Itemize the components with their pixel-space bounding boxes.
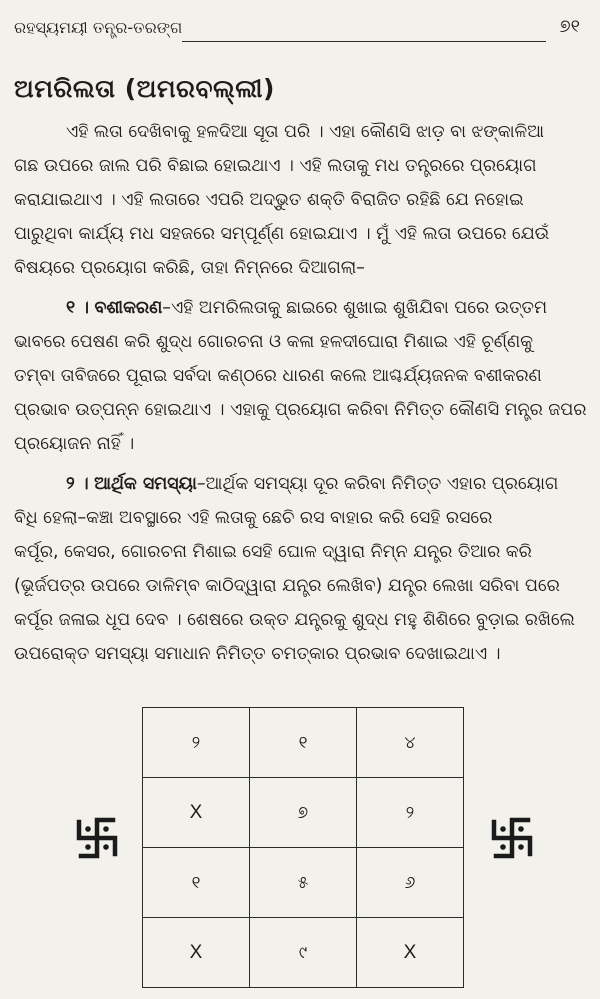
text-line: ଉପରୋକ୍ତ ସମସ୍ୟା ସମାଧାନ ନିମିତ୍ତ ଚମତ୍କାର ପ୍ରଭାବ ଦେଖାଇଥାଏ ।: [14, 644, 501, 664]
yantra-row: [143, 778, 464, 848]
text-line: ତମ୍ବା ତାବିଜରେ ପୂରାଇ ସର୍ବଦା କଣ୍ଠରେ ଧାରଣ କଲେ ଆଶ୍ଚର୍ଯ୍ୟଜନକ ବଶୀକରଣ: [14, 366, 542, 386]
item-1-number: ୧ ।: [66, 298, 89, 318]
item-2-lead: –ଆର୍ଥିକ ସମସ୍ୟା ଦୂର କରିବା ନିମିତ୍ତ ଏହାର ପ୍ରୟୋଗ: [196, 474, 559, 494]
item-2-number: ୨ ।: [66, 474, 89, 494]
swastika-icon: [490, 816, 534, 860]
text-line: କରାଯାଇଥାଏ । ଏହି ଲତାରେ ଏପରି ଅଦ୍ଭୁତ ଶକ୍ତି ବିରାଜିତ ରହିଛି ଯେ ନହୋଇ: [14, 190, 524, 210]
yantra-row: [143, 848, 464, 918]
yantra-cell: ୨: [143, 708, 250, 778]
yantra-cell: ୯: [250, 918, 357, 988]
page-header: [14, 14, 584, 44]
item-2-title: ଆର୍ଥିକ ସମସ୍ୟା: [94, 474, 197, 494]
item-1-lead: –ଏହି ଅମରିଲତାକୁ ଛାଇରେ ଶୁଖାଇ ଶୁଖିଯିବା ପରେ ଉତ୍ତମ: [162, 298, 547, 318]
text-line: ଏହି ଲତା ଦେଖିବାକୁ ହଳଦିଆ ସୂତା ପରି । ଏହା କୌଣସି ଝାଡ଼ ବା ଝଙ୍କାଳିଆ: [66, 122, 544, 142]
page-number: ୭୧: [559, 16, 580, 37]
text-line: ଭାବରେ ପେଷଣ କରି ଶୁଦ୍ଧ ଗୋରଚନା ଓ କଳା ହଳଦୀଘୋରା ମିଶାଇ ଏହି ଚୂର୍ଣ୍ଣକୁ: [14, 332, 533, 352]
yantra-cell: ୫: [250, 848, 357, 918]
text-line: ବିଧି ହେଲା–କଞ୍ଚା ଅବସ୍ଥାରେ ଏହି ଲତାକୁ ଛେଚି ରସ ବାହାର କରି ସେହି ରସରେ: [14, 508, 493, 528]
text-line: ପାରୁଥିବା କାର୍ଯ୍ୟ ମଧ ସହଜରେ ସମ୍ପୂର୍ଣ୍ଣ ହୋଇଯାଏ । ମୁଁ ଏହି ଲତା ଉପରେ ଯେଉଁ: [14, 224, 550, 244]
yantra-grid: [142, 707, 464, 988]
yantra-cell: ୬: [357, 848, 464, 918]
running-title: ରହସ୍ୟମୟୀ ତନ୍ତ୍ର-ତରଙ୍ଗ: [14, 18, 183, 37]
text-line: (ଭୂର୍ଜପତ୍ର ଉପରେ ଡାଳିମ୍ବ କାଠିଦ୍ୱାରା ଯନ୍ତ୍ର ଲେଖିବ) ଯନ୍ତ୍ର ଲେଖା ସରିବା ପରେ: [14, 576, 560, 596]
header-rule: [182, 41, 546, 42]
yantra-cell: ୨: [357, 778, 464, 848]
yantra-row: [143, 918, 464, 988]
yantra-cell: ୪: [357, 708, 464, 778]
text-line: କର୍ପୂର ଜଳାଇ ଧୂପ ଦେବ । ଶେଷରେ ଉକ୍ତ ଯନ୍ତ୍ରକୁ ଶୁଦ୍ଧ ମହୁ ଶିଶିରେ ବୁଡ଼ାଇ ରଖିଲେ: [14, 610, 575, 630]
text-line: କର୍ପୂର, କେସର, ଗୋରଚନା ମିଶାଇ ସେହି ଘୋଳ ଦ୍ୱାରା ନିମ୍ନ ଯନ୍ତ୍ର ତିଆର କରି: [14, 542, 532, 562]
swastika-icon: [75, 816, 119, 860]
yantra-cell: X: [357, 918, 464, 988]
yantra-cell: X: [143, 918, 250, 988]
yantra-cell: ୧: [143, 848, 250, 918]
text-line: ପ୍ରଭାବ ଉତ୍ପନ୍ନ ହୋଇଥାଏ । ଏହାକୁ ପ୍ରୟୋଗ କରିବା ନିମିତ୍ତ କୌଣସି ମନ୍ତ୍ର ଜପର: [14, 400, 587, 420]
text-line: ପ୍ରୟୋଜନ ନାହିଁ ।: [14, 434, 135, 454]
text-line: ବିଷୟରେ ପ୍ରୟୋଗ କରିଛି, ତାହା ନିମ୍ନରେ ଦିଆଗଲା–: [14, 258, 365, 278]
item-2-first-line: [66, 474, 558, 494]
section-heading: ଅମରିଲତା (ଅମରବଲ୍ଲୀ): [14, 74, 275, 103]
yantra-cell: ୧: [250, 708, 357, 778]
yantra-cell: X: [143, 778, 250, 848]
text-line: ଗଛ ଉପରେ ଜାଲ ପରି ବିଛାଇ ହୋଇଥାଏ । ଏହି ଲତାକୁ ମଧ ତନ୍ତ୍ରରେ ପ୍ରୟୋଗ: [14, 156, 537, 176]
item-1-title: ବଶୀକରଣ: [94, 298, 163, 318]
item-1-first-line: [66, 298, 547, 318]
yantra-cell: ୭: [250, 778, 357, 848]
yantra-row: [143, 708, 464, 778]
